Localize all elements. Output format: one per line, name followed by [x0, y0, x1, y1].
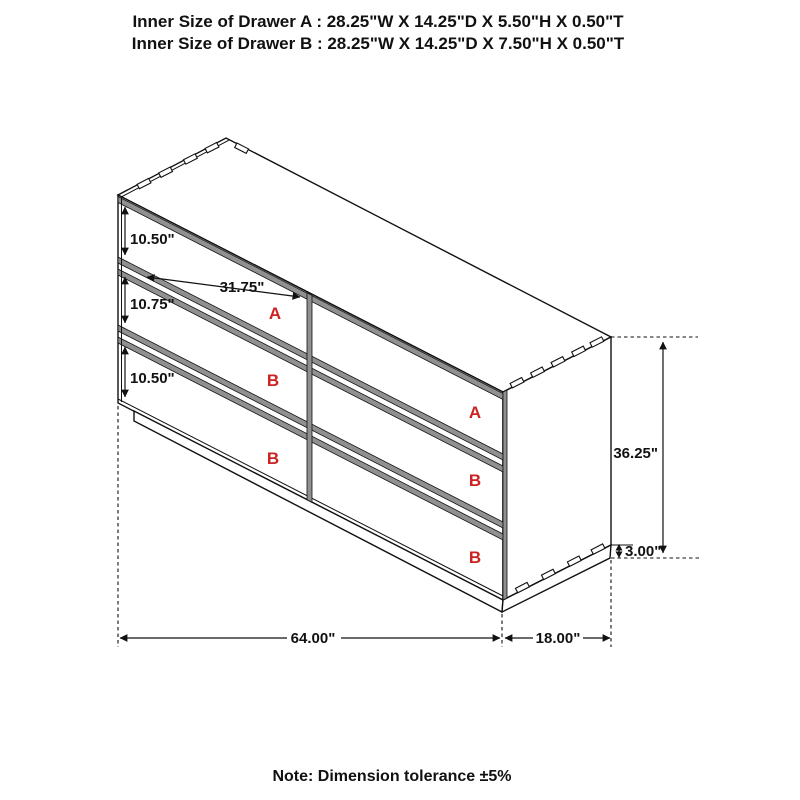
drawer-label-middle-left: B	[266, 371, 280, 390]
drawer-a-spec: Inner Size of Drawer A : 28.25"W X 14.25"D X 5.50"H X 0.50"T	[132, 12, 624, 31]
dim-overall-width	[120, 630, 500, 647]
drawer-label-bottom-left: B	[266, 449, 280, 468]
drawer-label-top-left: A	[268, 304, 282, 323]
dim-label-base-clearance: 3.00"	[625, 543, 662, 560]
center-divider	[307, 293, 312, 503]
dim-label-overall-depth: 18.00"	[535, 630, 581, 647]
dim-overall-depth	[505, 630, 610, 647]
drawer-label-top-right: A	[468, 403, 482, 422]
drawer-label-middle-right: B	[468, 471, 482, 490]
drawer-b-spec: Inner Size of Drawer B : 28.25"W X 14.25"D X 7.50"H X 0.50"T	[131, 34, 625, 53]
dim-overall-height	[613, 342, 663, 553]
tolerance-note: Note: Dimension tolerance ±5%	[272, 768, 512, 785]
dim-label-overall-height: 36.25"	[613, 445, 658, 462]
dim-label-drawer-width: 31.75"	[219, 279, 265, 296]
drawer-label-bottom-right: B	[468, 548, 482, 567]
dim-base-clearance	[616, 543, 662, 560]
dim-label-bottom-drawer-height: 10.50"	[130, 370, 175, 387]
dim-label-overall-width: 64.00"	[290, 630, 336, 647]
dim-label-middle-drawer-height: 10.75"	[130, 296, 175, 313]
down-arrowhead	[616, 552, 623, 559]
dim-label-top-drawer-height: 10.50"	[130, 231, 175, 248]
front-right-edge-band	[503, 390, 507, 600]
